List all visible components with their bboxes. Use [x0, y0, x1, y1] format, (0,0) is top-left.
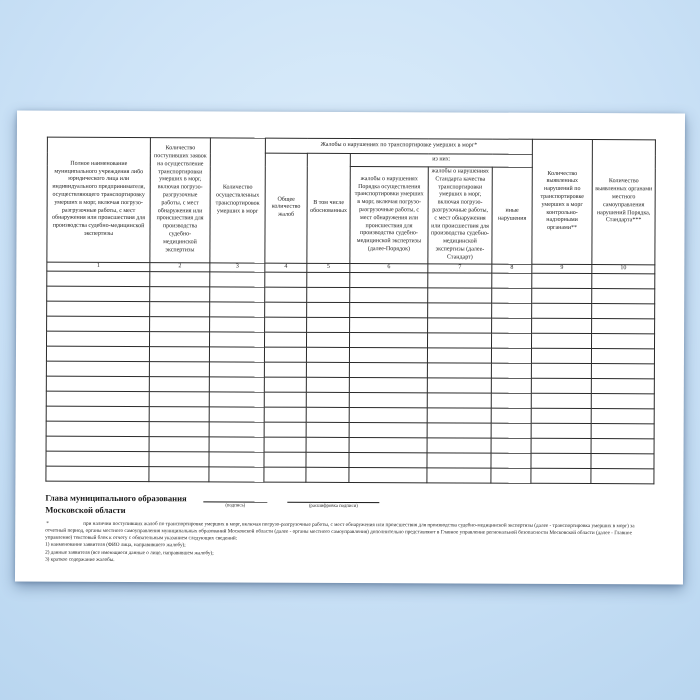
empty-cell [264, 422, 306, 437]
transcript-label: (расшифровка подписи) [308, 503, 358, 510]
empty-cell [209, 361, 264, 376]
table-header-row [47, 137, 655, 155]
empty-cell [591, 393, 654, 408]
empty-cell [591, 453, 654, 468]
empty-cell [47, 331, 150, 346]
empty-cell [491, 378, 531, 393]
empty-cell [46, 451, 149, 466]
column-subgroup-header-iznikh: из них: [350, 153, 532, 167]
empty-cell [149, 466, 209, 481]
empty-cell [306, 392, 349, 407]
empty-cell [591, 468, 654, 483]
empty-cell [491, 348, 531, 363]
empty-cell [491, 438, 531, 453]
footnote-block [45, 520, 645, 566]
empty-cell [427, 407, 491, 422]
empty-cell [150, 286, 210, 301]
column-header-8: иные нарушения [492, 167, 532, 264]
empty-cell [47, 301, 150, 316]
column-number-cell: 5 [307, 263, 350, 272]
empty-cell [592, 303, 655, 318]
empty-cell [491, 363, 531, 378]
empty-cell [46, 466, 149, 481]
empty-cell [349, 452, 427, 467]
empty-cell [350, 287, 428, 302]
empty-cell [210, 316, 265, 331]
empty-cell [349, 422, 427, 437]
column-group-header-complaints: Жалобы о нарушениях по транспортировке умерших в морг* [265, 138, 532, 154]
empty-cell [531, 393, 591, 408]
empty-cell [350, 332, 428, 347]
column-header-7: жалобы о нарушениях Стандарта качества транспортировки умерших в морг, включая погрузо-разгрузочные работы, с мест обнаружения или происшествия для производства судебно-медицинской экспертизы (далее-Стандарт) [428, 167, 492, 264]
empty-cell [492, 303, 532, 318]
empty-cell [150, 316, 210, 331]
empty-cell [306, 452, 349, 467]
empty-cell [150, 331, 210, 346]
empty-cell [427, 452, 491, 467]
empty-cell [209, 466, 264, 481]
empty-cell [265, 302, 307, 317]
empty-cell [46, 376, 149, 391]
empty-cell [149, 421, 209, 436]
empty-cell [428, 302, 492, 317]
empty-cell [264, 407, 306, 422]
empty-cell [350, 272, 428, 287]
column-header-9: Количество выявленных нарушений по транспортировке умерших в морг контрольно-надзорными органами** [532, 139, 593, 264]
footnote-item: 3) краткое содержание жалобы. [45, 556, 115, 563]
empty-cell [349, 392, 427, 407]
scanned-document-page [15, 111, 685, 585]
empty-cell [349, 362, 427, 377]
empty-cell [46, 391, 149, 406]
empty-cell [46, 421, 149, 436]
empty-cell [531, 423, 591, 438]
empty-cell [349, 407, 427, 422]
empty-cell [46, 436, 149, 451]
empty-cell [46, 361, 149, 376]
empty-cell [306, 362, 349, 377]
empty-cell [149, 361, 209, 376]
empty-cell [492, 273, 532, 288]
empty-cell [591, 423, 654, 438]
empty-cell [265, 317, 307, 332]
empty-cell [531, 468, 591, 483]
column-number-cell: 1 [47, 262, 150, 271]
empty-cell [531, 378, 591, 393]
empty-cell [210, 271, 265, 286]
empty-cell [427, 377, 491, 392]
empty-cell [149, 376, 209, 391]
empty-cell [149, 406, 209, 421]
column-number-cell: 10 [592, 264, 655, 273]
empty-cell [349, 437, 427, 452]
empty-cell [264, 362, 306, 377]
empty-cell [428, 287, 492, 302]
empty-cell [209, 451, 264, 466]
empty-cell [428, 332, 492, 347]
empty-cell [491, 453, 531, 468]
empty-cell [492, 333, 532, 348]
empty-cell [491, 408, 531, 423]
column-header-4: Общее количество жалоб [265, 153, 307, 263]
empty-cell [47, 316, 150, 331]
empty-cell [306, 377, 349, 392]
empty-cell [306, 407, 349, 422]
column-header-3: Количество осуществленных транспортировок умерших в морг [210, 138, 266, 263]
empty-cell [531, 438, 591, 453]
empty-cell [264, 377, 306, 392]
empty-cell [349, 377, 427, 392]
empty-cell [306, 422, 349, 437]
empty-cell [264, 437, 306, 452]
column-number-cell: 3 [210, 262, 265, 271]
empty-cell [47, 286, 150, 301]
empty-cell [209, 376, 264, 391]
empty-cell [427, 467, 491, 482]
column-number-cell: 4 [265, 263, 307, 272]
empty-cell [150, 301, 210, 316]
column-number-cell: 6 [350, 263, 428, 272]
empty-cell [592, 333, 655, 348]
empty-cell [532, 318, 592, 333]
empty-cell [427, 347, 491, 362]
empty-cell [149, 436, 209, 451]
column-number-cell: 2 [150, 262, 210, 271]
empty-cell [491, 423, 531, 438]
empty-cell [149, 391, 209, 406]
empty-cell [532, 273, 592, 288]
empty-cell [210, 301, 265, 316]
empty-cell [149, 346, 209, 361]
empty-cell [591, 408, 654, 423]
signature-title-line2: Московской области [45, 504, 126, 515]
page-content [45, 137, 655, 567]
column-number-cell: 8 [492, 264, 532, 273]
column-header-2: Количество поступивших заявок на осуществление транспортировки умерших в морг, включая погрузо-разгрузочные работы, с мест обнаружения или происшествия для производства судебно-медицинской экспертизы [150, 138, 211, 263]
empty-cell [264, 452, 306, 467]
empty-rows [46, 271, 655, 484]
empty-cell [307, 317, 350, 332]
empty-cell [532, 333, 592, 348]
report-table [45, 137, 656, 484]
empty-cell [209, 406, 264, 421]
empty-cell [209, 346, 264, 361]
empty-cell [209, 421, 264, 436]
empty-cell [210, 331, 265, 346]
empty-cell [46, 406, 149, 421]
column-header-10: Количество выявленных органами местного самоуправления нарушений Порядка, Стандарта*** [592, 140, 656, 265]
empty-cell [427, 422, 491, 437]
empty-cell [531, 408, 591, 423]
empty-cell [592, 318, 655, 333]
column-number-cell: 9 [532, 264, 592, 273]
empty-cell [428, 272, 492, 287]
empty-cell [210, 286, 265, 301]
empty-cell [428, 317, 492, 332]
empty-cell [531, 453, 591, 468]
empty-cell [591, 348, 654, 363]
empty-cell [46, 346, 149, 361]
empty-cell [491, 393, 531, 408]
column-number-cell: 7 [428, 263, 492, 272]
empty-cell [491, 468, 531, 483]
empty-cell [591, 378, 654, 393]
empty-cell [492, 318, 532, 333]
empty-cell [532, 288, 592, 303]
empty-cell [264, 347, 306, 362]
empty-cell [349, 347, 427, 362]
empty-cell [591, 438, 654, 453]
empty-cell [265, 272, 307, 287]
empty-cell [307, 287, 350, 302]
empty-cell [427, 362, 491, 377]
column-header-1: Полное наименование муниципального учреждения либо юридического лица или индивидуального предпринимателя, осуществляющего транспортировку умерших в морг, включая погрузо-разгрузочные работы, с мест обнаружения или происшествия для производства судебно-медицинской экспертизы [47, 137, 151, 262]
empty-cell [350, 317, 428, 332]
empty-cell [209, 391, 264, 406]
empty-cell [150, 271, 210, 286]
empty-cell [492, 288, 532, 303]
empty-cell [47, 271, 150, 286]
empty-cell [306, 467, 349, 482]
empty-cell [350, 302, 428, 317]
empty-cell [307, 272, 350, 287]
empty-cell [531, 348, 591, 363]
empty-cell [264, 467, 306, 482]
empty-cell [306, 437, 349, 452]
empty-cell [427, 392, 491, 407]
empty-cell [307, 302, 350, 317]
empty-cell [427, 437, 491, 452]
empty-cell [265, 332, 307, 347]
footnote-text: при наличии поступивших жалоб по транспортировке умерших в морг, включая погрузо-разгрузочные работы, с мест обнаружения или происшествия для производства судебно-медицинской экспертизы (далее - транспортировка умерших в морг) за отчетный период, органы местного самоуправления муниципальных образований Московской области (далее - органы местного самоуправления) дополнительно представляют в Главное управление региональной безопасности Московской области (далее - Главное управление) текстовый блок к отчету с обязательным указанием следующих сведений: [45, 520, 635, 542]
empty-cell [149, 451, 209, 466]
empty-cell [592, 273, 655, 288]
empty-cell [592, 288, 655, 303]
footnote-marker: * [46, 520, 49, 527]
signature-block [45, 491, 653, 518]
footnote-item: 1) наименование заявителя (ФИО лица, направившего жалобу); [45, 542, 186, 549]
empty-cell [591, 363, 654, 378]
empty-cell [264, 392, 306, 407]
empty-cell [265, 287, 307, 302]
footnote-item: 2) данные заявителя (все имеющиеся данные о лице, направившем жалобу); [45, 549, 214, 557]
empty-cell [209, 436, 264, 451]
column-header-5: В том числе обоснованных [307, 153, 350, 263]
empty-cell [349, 467, 427, 482]
signature-title-line1: Глава муниципального образования [45, 492, 187, 503]
signature-label: (подпись) [225, 503, 246, 509]
footnote-paragraph [45, 520, 645, 544]
empty-cell [307, 332, 350, 347]
empty-cell [531, 363, 591, 378]
table-row [46, 466, 654, 484]
column-header-6: жалобы о нарушениях Порядка осуществления транспортировки умерших в морг, включая погрузо-разгрузочные работы, с мест обнаружения или происшествия для производства судебно-медицинской экспертизы (далее-Порядок) [350, 166, 428, 263]
empty-cell [532, 303, 592, 318]
empty-cell [306, 347, 349, 362]
